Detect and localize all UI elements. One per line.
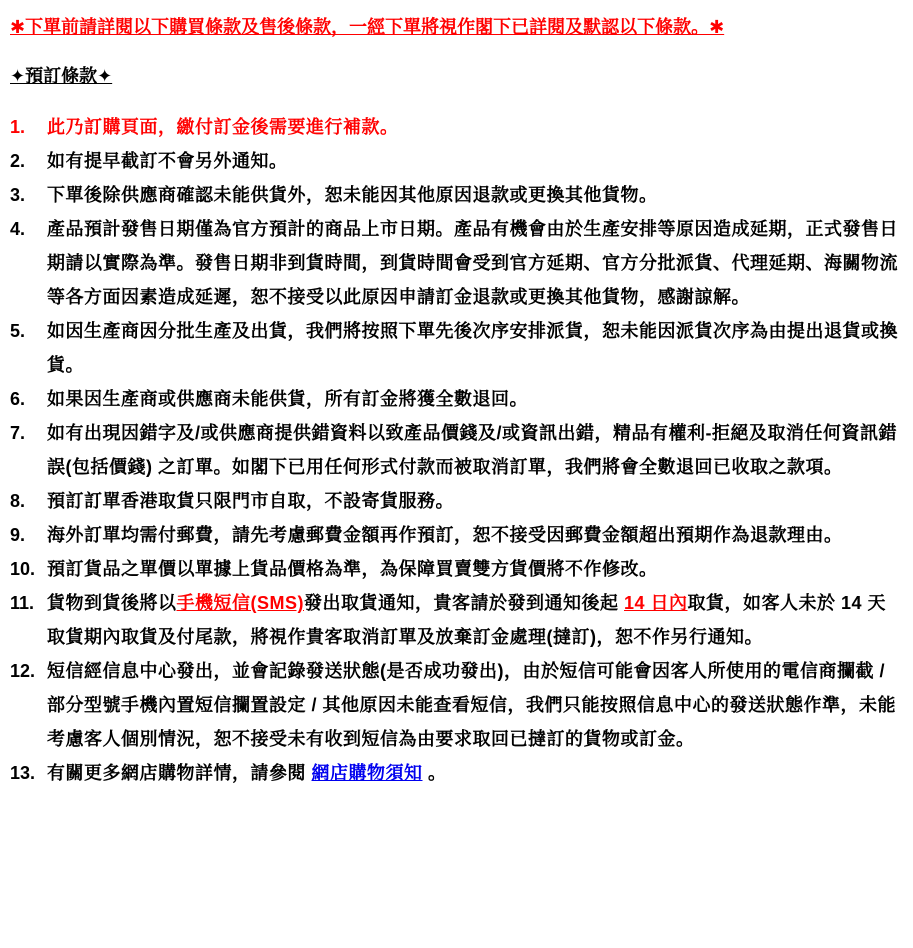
- item-text: [47, 144, 901, 178]
- item-number: 8.: [10, 491, 26, 511]
- item-text: [47, 314, 901, 382]
- item-text: [47, 110, 901, 144]
- list-item: [10, 144, 901, 178]
- text-segment: 14 日內: [624, 593, 688, 613]
- item-number: 7.: [10, 423, 26, 443]
- list-item: [10, 552, 901, 586]
- item-text: [47, 518, 901, 552]
- list-item: [10, 654, 901, 756]
- item-number: 2.: [10, 151, 26, 171]
- item-text: [47, 586, 901, 654]
- list-item: [10, 178, 901, 212]
- text-segment: 短信經信息中心發出，並會記錄發送狀態(是否成功發出)，由於短信可能會因客人所使用的電信商攔截 / 部分型號手機內置短信攔置設定 / 其他原因未能查看短信，我們只能按照信息中心的發送狀態作準，未能考慮客人個別情況，恕不接受未有收到短信為由要求取回已撻訂的貨物或訂金。: [47, 661, 896, 749]
- item-number: 6.: [10, 389, 26, 409]
- list-item: [10, 416, 901, 484]
- text-segment: 預訂貨品之單價以單據上貨品價格為準，為保障買賣雙方貨價將不作修改。: [47, 559, 658, 579]
- item-number: 9.: [10, 525, 26, 545]
- item-number: 3.: [10, 185, 26, 205]
- list-item: [10, 484, 901, 518]
- item-number: 4.: [10, 219, 26, 239]
- text-segment: 。: [422, 763, 447, 783]
- list-item: [10, 756, 901, 790]
- list-item: [10, 314, 901, 382]
- text-segment: 發出取貨通知，貴客請於發到通知後起: [304, 593, 624, 613]
- item-number: 5.: [10, 321, 26, 341]
- item-text: [47, 552, 901, 586]
- item-number: 13.: [10, 763, 36, 783]
- item-text: [47, 484, 901, 518]
- notice-title: ✱下單前請詳閱以下購買條款及售後條款，一經下單將視作閣下已詳閱及默認以下條款。✱: [10, 17, 725, 37]
- text-segment: 有關更多網店購物詳情，請參閱: [47, 763, 312, 783]
- item-text: [47, 178, 901, 212]
- text-segment: 如有提早截訂不會另外通知。: [47, 151, 288, 171]
- terms-list: [10, 110, 901, 790]
- item-text: [47, 212, 901, 314]
- text-segment: 手機短信(SMS): [176, 593, 304, 613]
- text-segment: 下單後除供應商確認未能供貨外，恕未能因其他原因退款或更換其他貨物。: [47, 185, 658, 205]
- text-segment: 預訂訂單香港取貨只限門市自取，不設寄貨服務。: [47, 491, 454, 511]
- item-text: [47, 416, 901, 484]
- item-number: 1.: [10, 117, 26, 137]
- item-text: [47, 382, 901, 416]
- shop-guide-link[interactable]: 網店購物須知: [311, 763, 423, 783]
- item-text: [47, 654, 901, 756]
- text-segment: 如果因生產商或供應商未能供貨，所有訂金將獲全數退回。: [47, 389, 528, 409]
- list-item: [10, 110, 901, 144]
- section-header-preorder-terms: ✦預訂條款✦: [10, 66, 113, 86]
- text-segment: 此乃訂購頁面，繳付訂金後需要進行補款。: [47, 117, 399, 137]
- list-item: [10, 382, 901, 416]
- item-text: [47, 756, 901, 790]
- text-segment: 如因生產商因分批生產及出貨，我們將按照下單先後次序安排派貨，恕未能因派貨次序為由提出退貨或換貨。: [47, 321, 898, 375]
- text-segment: 如有出現因錯字及/或供應商提供錯資料以致產品價錢及/或資訊出錯，精品有權利-拒絕及取消任何資訊錯誤(包括價錢) 之訂單。如閣下已用任何形式付款而被取消訂單，我們將會全數退回已收取之款項。: [47, 423, 897, 477]
- text-segment: 貨物到貨後將以: [47, 593, 177, 613]
- item-number: 12.: [10, 661, 36, 681]
- item-number: 11.: [10, 593, 35, 613]
- list-item: [10, 212, 901, 314]
- list-item: [10, 518, 901, 552]
- item-number: 10.: [10, 559, 36, 579]
- list-item: [10, 586, 901, 654]
- text-segment: 產品預計發售日期僅為官方預計的商品上市日期。產品有機會由於生產安排等原因造成延期，正式發售日期請以實際為準。發售日期非到貨時間，到貨時間會受到官方延期、官方分批派貨、代理延期、海關物流等各方面因素造成延遲，恕不接受以此原因申請訂金退款或更換其他貨物，感謝諒解。: [47, 219, 898, 307]
- text-segment: 取貨，如客人未於 14 天取貨期內取貨及付尾款，將視作貴客取消訂單及放棄訂金處理(撻訂)，恕不作另行通知。: [47, 593, 887, 647]
- text-segment: 海外訂單均需付郵費，請先考慮郵費金額再作預訂，恕不接受因郵費金額超出預期作為退款理由。: [47, 525, 843, 545]
